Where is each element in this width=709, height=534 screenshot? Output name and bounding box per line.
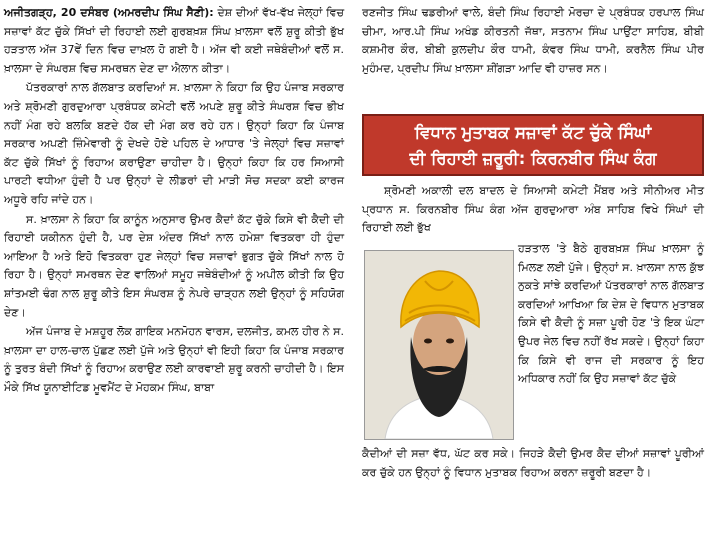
article-paragraph: ਪੱਤਰਕਾਰਾਂ ਨਾਲ ਗੱਲਬਾਤ ਕਰਦਿਆਂ ਸ. ਖ਼ਾਲਸਾ ਨੇ ਕਿਹਾ ਕਿ ਉਹ ਪੰਜਾਬ ਸਰਕਾਰ ਅਤੇ ਸ਼੍ਰੋਮਣੀ ਗੁਰਦੁਆਰਾ ਪ੍ਰਬੰਧਕ ਕਮੇਟੀ ਵਲੋਂ ਅਪਣੇ ਸ਼ੁਰੂ ਕੀਤੇ ਸੰਘਰਸ਼ ਵਿਚ ਭੀਖ ਨਹੀਂ ਮੰਗ ਰਹੇ ਬਲਕਿ ਬਣਦੇ ਹੱਕ ਦੀ ਮੰਗ ਕਰ ਰਹੇ ਹਨ। ਉਨ੍ਹਾਂ ਕਿਹਾ ਕਿ ਪੰਜਾਬ ਸਰਕਾਰ ਅਪਣੀ ਜ਼ਿੰਮੇਵਾਰੀ ਨੂੰ ਦੇਖਦੇ ਹੋਏ ਪਹਿਲ ਦੇ ਆਧਾਰ 'ਤੇ ਜੇਲ੍ਹਾਂ ਵਿਚ ਸਜ਼ਾਵਾਂ ਕੱਟ ਚੁੱਕੇ ਸਿੱਖਾਂ ਨੂੰ ਰਿਹਾਅ ਕਰਾਉਣਾ ਚਾਹੀਦਾ ਹੈ। ਉਨ੍ਹਾਂ ਕਿਹਾ ਕਿ ਹਰ ਸਿਆਸੀ ਪਾਰਟੀ ਵਧੀਆ ਹੁੰਦੀ ਹੈ ਪਰ ਉਨ੍ਹਾਂ ਦੇ ਲੀਡਰਾਂ ਦੀ ਮਾੜੀ ਸੋਚ ਸਦਕਾ ਕਈ ਕਾਰਜ ਅਧੂਰੇ ਰਹਿ ਜਾਂਦੇ ਹਨ।	[4, 81, 344, 206]
story-headline-box	[362, 114, 704, 176]
story-bottom-text: ਕੈਦੀਆਂ ਦੀ ਸਜ਼ਾ ਵੱਧ, ਘੱਟ ਕਰ ਸਕੇ। ਜਿਹੜੇ ਕੈਦੀ ਉਮਰ ਕੈਦ ਦੀਆਂ ਸਜ਼ਾਵਾਂ ਪੂਰੀਆਂ ਕਰ ਚੁੱਕੇ ਹਨ ਉਨ੍ਹਾਂ ਨੂੰ ਵਿਧਾਨ ਮੁਤਾਬਕ ਰਿਹਾਅ ਕਰਨਾ ਜ਼ਰੂਰੀ ਬਣਦਾ ਹੈ।	[362, 447, 704, 479]
article-paragraph: ਅੱਜ ਪੰਜਾਬ ਦੇ ਮਸ਼ਹੂਰ ਲੋਕ ਗਾਇਕ ਮਨਮੋਹਨ ਵਾਰਸ, ਦਲਜੀਤ, ਕਮਲ ਹੀਰ ਨੇ ਸ. ਖ਼ਾਲਸਾ ਦਾ ਹਾਲ-ਚਾਲ ਪੁੱਛਣ ਲਈ ਪੁੱਜੇ ਅਤੇ ਉਨ੍ਹਾਂ ਵੀ ਇਹੀ ਕਿਹਾ ਕਿ ਪੰਜਾਬ ਸਰਕਾਰ ਨੂੰ ਤੁਰਤ ਬੰਦੀ ਸਿੱਖਾਂ ਨੂੰ ਰਿਹਾਅ ਕਰਾਉਣ ਲਈ ਕਾਰਵਾਈ ਸ਼ੁਰੂ ਕਰਨੀ ਚਾਹੀਦੀ ਹੈ। ਇਸ ਮੌਕੇ ਸਿੱਖ ਯੂਨਾਈਟਿਡ ਮੂਵਮੈਂਟ ਦੇ ਮੋਹਕਮ ਸਿੰਘ, ਬਾਬਾ	[4, 325, 344, 394]
dateline: ਅਜੀਤਗੜ੍ਹ, 20 ਦਸੰਬਰ (ਅਮਰਦੀਪ ਸਿੰਘ ਸੈਣੀ):	[4, 6, 214, 19]
lead-paragraph	[4, 4, 344, 78]
portrait-illustration	[365, 251, 513, 439]
story-intro-column	[362, 182, 704, 238]
right-column-continuation	[362, 4, 704, 78]
story-narrow-column	[518, 240, 704, 389]
story-intro: ਸ਼੍ਰੋਮਣੀ ਅਕਾਲੀ ਦਲ ਬਾਦਲ ਦੇ ਸਿਆਸੀ ਕਮੇਟੀ ਮੈਂਬਰ ਅਤੇ ਸੀਨੀਅਰ ਮੀਤ ਪ੍ਰਧਾਨ ਸ. ਕਿਰਨਬੀਰ ਸਿੰਘ ਕੰਗ ਅੱਜ ਗੁਰਦੁਆਰਾ ਅੰਬ ਸਾਹਿਬ ਵਿਖੇ ਸਿੰਘਾਂ ਦੀ ਰਿਹਾਈ ਲਈ ਭੁੱਖ	[362, 184, 704, 235]
portrait-photo	[364, 250, 514, 440]
story-narrow-text: ਹੜਤਾਲ 'ਤੇ ਬੈਠੇ ਗੁਰਬਖ਼ਸ਼ ਸਿੰਘ ਖ਼ਾਲਸਾ ਨੂੰ ਮਿਲਣ ਲਈ ਪੁੱਜੇ। ਉਨ੍ਹਾਂ ਸ. ਖ਼ਾਲਸਾ ਨਾਲ ਕੁੱਝ ਨੁਕਤੇ ਸਾਂਝੇ ਕਰਦਿਆਂ ਪੱਤਰਕਾਰਾਂ ਨਾਲ ਗੱਲਬਾਤ ਕਰਦਿਆਂ ਆਖਿਆ ਕਿ ਦੇਸ਼ ਦੇ ਵਿਧਾਨ ਮੁਤਾਬਕ ਕਿਸੇ ਵੀ ਕੈਦੀ ਨੂੰ ਸਜ਼ਾ ਪੂਰੀ ਹੋਣ 'ਤੇ ਇਕ ਘੰਟਾ ਉਪਰ ਜੇਲ ਵਿਚ ਨਹੀਂ ਰੱਖ ਸਕਦੇ। ਉਨ੍ਹਾਂ ਕਿਹਾ ਕਿ ਕਿਸੇ ਵੀ ਰਾਜ ਦੀ ਸਰਕਾਰ ਨੂੰ ਇਹ ਅਧਿਕਾਰ ਨਹੀਂ ਕਿ ਉਹ ਸਜ਼ਾਵਾਂ ਕੱਟ ਚੁੱਕੇ	[518, 242, 704, 386]
headline-line-2: ਦੀ ਰਿਹਾਈ ਜ਼ਰੂਰੀ: ਕਿਰਨਬੀਰ ਸਿੰਘ ਕੰਗ	[409, 149, 657, 168]
left-column-article	[4, 4, 344, 397]
article-paragraph: ਸ. ਖ਼ਾਲਸਾ ਨੇ ਕਿਹਾ ਕਿ ਕਾਨੂੰਨ ਅਨੁਸਾਰ ਉਮਰ ਕੈਦਾਂ ਕੱਟ ਚੁੱਕੇ ਕਿਸੇ ਵੀ ਕੈਦੀ ਦੀ ਰਿਹਾਈ ਯਕੀਨਨ ਹੁੰਦੀ ਹੈ, ਪਰ ਦੇਸ਼ ਅੰਦਰ ਸਿੱਖਾਂ ਨਾਲ ਹਮੇਸ਼ਾ ਵਿਤਕਰਾ ਹੀ ਹੁੰਦਾ ਆਇਆ ਹੈ ਅਤੇ ਇਹੋ ਵਿਤਕਰਾ ਹੁਣ ਜੇਲ੍ਹਾਂ ਵਿਚ ਸਜ਼ਾਵਾਂ ਭੁਗਤ ਚੁੱਕੇ ਸਿੱਖਾਂ ਨਾਲ ਹੋ ਰਿਹਾ ਹੈ। ਉਨ੍ਹਾਂ ਸਮਰਥਨ ਦੇਣ ਵਾਲਿਆਂ ਸਮੂਹ ਜਥੇਬੰਦੀਆਂ ਨੂੰ ਅਪੀਲ ਕੀਤੀ ਕਿ ਉਹ ਸ਼ਾਂਤਮਈ ਢੰਗ ਨਾਲ ਸ਼ੁਰੂ ਕੀਤੇ ਇਸ ਸੰਘਰਸ਼ ਨੂੰ ਨੇਪਰੇ ਚਾੜ੍ਹਨ ਲਈ ਉਨ੍ਹਾਂ ਨੂੰ ਸਹਿਯੋਗ ਦੇਣ।	[4, 212, 344, 319]
lead-body: ਦੇਸ਼ ਦੀਆਂ ਵੱਖ-ਵੱਖ ਜੇਲ੍ਹਾਂ ਵਿਚ ਸਜ਼ਾਵਾਂ ਕੱਟ ਚੁੱਕੇ ਸਿੱਖਾਂ ਦੀ ਰਿਹਾਈ ਲਈ ਗੁਰਬਖ਼ਸ਼ ਸਿੰਘ ਖ਼ਾਲਸਾ ਵਲੋਂ ਸ਼ੁਰੂ ਕੀਤੀ ਭੁੱਖ ਹੜਤਾਲ ਅੱਜ 37ਵੇਂ ਦਿਨ ਵਿਚ ਦਾਖ਼ਲ ਹੋ ਗਈ ਹੈ। ਅੱਜ ਵੀ ਕਈ ਜਥੇਬੰਦੀਆਂ ਵਲੋਂ ਸ. ਖ਼ਾਲਸਾ ਦੇ ਸੰਘਰਸ਼ ਵਿਚ ਸਮਰਥਨ ਦੇਣ ਦਾ ਐਲਾਨ ਕੀਤਾ।	[4, 6, 344, 75]
headline-line-1: ਵਿਧਾਨ ਮੁਤਾਬਕ ਸਜ਼ਾਵਾਂ ਕੱਟ ਚੁੱਕੇ ਸਿੰਘਾਂ	[414, 123, 652, 142]
story-bottom-column	[362, 445, 704, 482]
continuation-paragraph: ਰਣਜੀਤ ਸਿੰਘ ਢਡਰੀਆਂ ਵਾਲੇ, ਬੰਦੀ ਸਿੰਘ ਰਿਹਾਈ ਮੋਰਚਾ ਦੇ ਪ੍ਰਬੰਧਕ ਹਰਪਾਲ ਸਿੰਘ ਚੀਮਾ, ਆਰ.ਪੀ ਸਿੰਘ ਅਖੰਡ ਕੀਰਤਨੀ ਜੱਥਾ, ਸਤਨਾਮ ਸਿੰਘ ਪਾਉਂਟਾ ਸਾਹਿਬ, ਬੀਬੀ ਕਸ਼ਮੀਰ ਕੌਰ, ਬੀਬੀ ਕੁਲਦੀਪ ਕੌਰ ਧਾਮੀ, ਕੰਵਰ ਸਿੰਘ ਧਾਮੀ, ਕਰਨੈਲ ਸਿੰਘ ਪੀਰ ਮੁਹੰਮਦ, ਪ੍ਰਦੀਪ ਸਿੰਘ ਖ਼ਾਲਸਾ ਸ਼ੀਂਗੜਾ ਆਦਿ ਵੀ ਹਾਜ਼ਰ ਸਨ।	[362, 6, 704, 75]
